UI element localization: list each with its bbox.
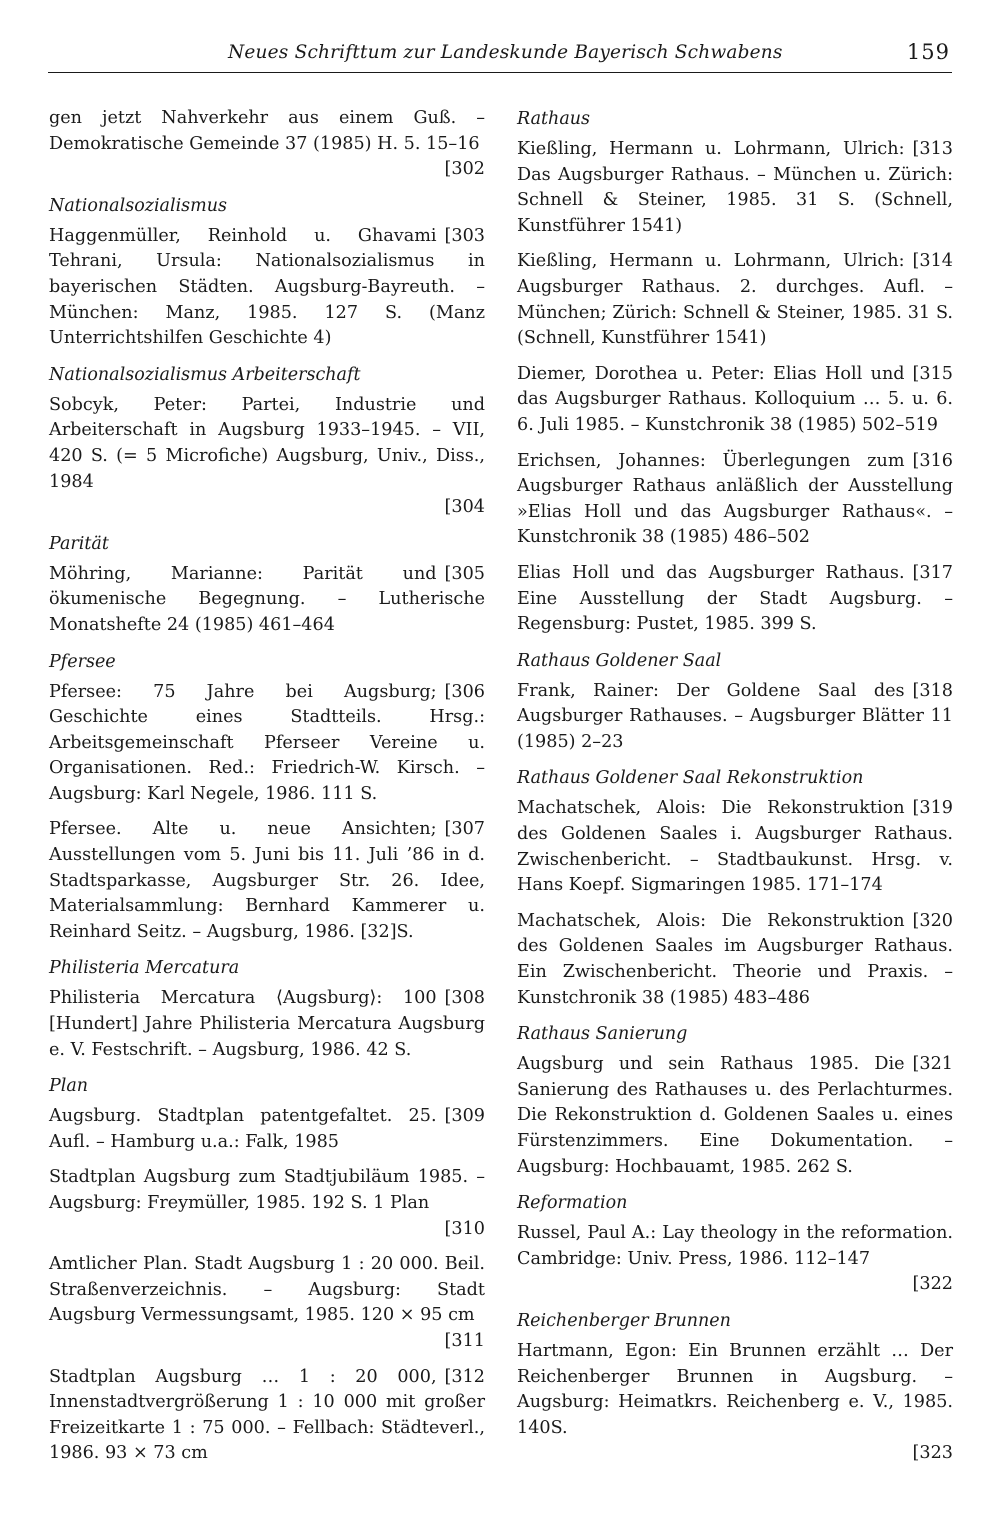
entry-text: Erichsen, Johannes: Überlegungen zum Augsburger Rathaus anläßlich der Ausstellung »Elias Holl und das Augsburger Rathaus«. – Kunstchronik 38 (1985) 486–502 <box>517 450 953 548</box>
entry-number: [303 <box>444 225 485 246</box>
section-heading: Plan <box>49 1076 89 1097</box>
entry-text: Machatschek, Alois: Die Rekonstruktion des Goldenen Saales im Augsburger Rathaus. Ein Zwischenbericht. Theorie und Praxis. – Kunstchronik 38 (1985) 483–486 <box>517 910 953 1008</box>
bibliography-entry <box>49 1104 485 1155</box>
right-column <box>517 106 953 1477</box>
page-number: 159 <box>906 40 950 64</box>
entry-number: [321 <box>912 1054 953 1075</box>
entry-number: [313 <box>912 139 953 159</box>
entry-number: [306 <box>444 681 485 702</box>
bibliography-entry <box>49 1365 485 1467</box>
section-heading: Rathaus Goldener Saal <box>517 650 722 671</box>
section-heading: Parität <box>49 533 109 554</box>
bibliography-entry <box>49 1252 485 1354</box>
entry-text: Haggenmüller, Reinhold u. Ghavami Tehrani, Ursula: Nationalsozialismus in bayerischen Städten. Augsburg-Bayreuth. – München: Manz, 1985. 127 S. (Manz Unterrichtshilfen Geschichte 4) <box>49 225 485 349</box>
entry-text: Augsburg und sein Rathaus 1985. Die Sanierung des Rathauses u. des Perlachturmes. Die Rekonstruktion d. Goldenen Saales u. eines Fürstenzimmers. Eine Dokumentation. – Augsburg: Hochbauamt, 1985. 262 S. <box>517 1054 953 1177</box>
entry-number: [319 <box>912 798 953 819</box>
bibliography-entry <box>517 796 953 898</box>
entry-number: [312 <box>444 1366 485 1387</box>
bibliography-entry <box>49 393 485 521</box>
entry-text: Diemer, Dorothea u. Peter: Elias Holl und das Augsburger Rathaus. Kolloquium … 5. u. 6. 6. Juli 1985. – Kunstchronik 38 (1985) 502–519 <box>517 363 953 435</box>
entry-text: Stadtplan Augsburg zum Stadtjubiläum 1985. – Augsburg: Freymüller, 1985. 192 S. 1 Plan <box>49 1167 485 1213</box>
running-header <box>48 38 952 73</box>
entry-number: [316 <box>912 450 953 471</box>
bibliography-entry <box>49 562 485 639</box>
bibliography-entry <box>49 1165 485 1242</box>
entry-text: Philisteria Mercatura ⟨Augsburg⟩: 100 [Hundert] Jahre Philisteria Mercatura Augsburg e. V. Festschrift. – Augsburg, 1986. 42 S. <box>49 988 485 1060</box>
bibliography-entry <box>517 1221 953 1298</box>
section-heading: Nationalsozialismus Arbeiterschaft <box>49 364 361 385</box>
entry-text: Machatschek, Alois: Die Rekonstruktion des Goldenen Saales i. Augsburger Rathaus. Zwischenbericht. – Stadtbaukunst. Hrsg. v. Hans Koepf. Sigmaringen 1985. 171–174 <box>517 798 953 896</box>
section-heading: Philisteria Mercatura <box>49 958 240 979</box>
entry-number: [307 <box>444 819 485 840</box>
section-heading: Rathaus Goldener Saal Rekonstruktion <box>517 768 864 789</box>
entry-text: Augsburg. Stadtplan patentgefaltet. 25. Aufl. – Hamburg u.a.: Falk, 1985 <box>49 1106 437 1152</box>
entry-number: [323 <box>912 1443 953 1464</box>
bibliography-entry <box>517 137 953 239</box>
entry-text: gen jetzt Nahverkehr aus einem Guß. – Demokratische Gemeinde 37 (1985) H. 5. 15–16 <box>49 108 485 154</box>
entry-text: Russel, Paul A.: Lay theology in the reformation. Cambridge: Univ. Press, 1986. 112–147 <box>517 1223 953 1269</box>
entry-number: [304 <box>444 497 485 518</box>
entry-text: Elias Holl und das Augsburger Rathaus. Eine Ausstellung der Stadt Augsburg. – Regensburg: Pustet, 1985. 399 S. <box>517 562 953 635</box>
section-heading: Reformation <box>517 1193 628 1214</box>
entry-text: Stadtplan Augsburg … 1 : 20 000, Innenstadtvergrößerung 1 : 10 000 mit großer Freizeitkarte 1 : 75 000. – Fellbach: Städteverl., 1986. 93 × 73 cm <box>49 1366 485 1464</box>
entry-text: Frank, Rainer: Der Goldene Saal des Augsburger Rathauses. – Augsburger Blätter 11 (1985) 2–23 <box>517 680 953 752</box>
entry-text: Sobcyk, Peter: Partei, Industrie und Arbeiterschaft in Augsburg 1933–1945. – VII, 420 S. (= 5 Microfiche) Augsburg, Univ., Diss., 1984 <box>49 394 485 492</box>
bibliography-entry <box>49 680 485 808</box>
section-heading: Reichenberger Brunnen <box>517 1310 731 1331</box>
bibliography-entry <box>517 1052 953 1180</box>
entry-text: Amtlicher Plan. Stadt Augsburg 1 : 20 000. Beil. Straßenverzeichnis. – Augsburg: Stadt Augsburg Vermessungsamt, 1985. 120 × 95 cm <box>49 1254 485 1326</box>
section-heading: Rathaus <box>517 109 590 129</box>
entry-number: [305 <box>444 563 485 584</box>
entry-text: Möhring, Marianne: Parität und ökumenische Begegnung. – Lutherische Monatshefte 24 (1985) 461–464 <box>49 563 485 635</box>
bibliography-entry <box>517 249 953 351</box>
entry-number: [315 <box>912 363 953 384</box>
bibliography-entry <box>517 449 953 551</box>
entry-text: Pfersee. Alte u. neue Ansichten; Ausstellungen vom 5. Juni bis 11. Juli ’86 in d. Stadtsparkasse, Augsburger Str. 26. Idee, Materialsammlung: Bernhard Kammerer u. Reinhard Seitz. – Augsburg, 1986. [32]S. <box>49 819 485 942</box>
entry-number: [317 <box>912 562 953 583</box>
entry-number: [311 <box>444 1330 485 1351</box>
entry-text: Hartmann, Egon: Ein Brunnen erzählt … Der Reichenberger Brunnen in Augsburg. – Augsburg: Heimatkrs. Reichenberg e. V., 1985. 140S. <box>517 1340 953 1438</box>
bibliography-entry <box>517 362 953 439</box>
bibliography-entry <box>517 561 953 638</box>
entry-text: Pfersee: 75 Jahre bei Augsburg; Geschichte eines Stadtteils. Hrsg.: Arbeitsgemeinschaft Pferseer Vereine u. Organisationen. Red.: Friedrich-W. Kirsch. – Augsburg: Karl Negele, 1986. 111 S. <box>49 681 485 804</box>
bibliography-entry <box>49 106 485 183</box>
entry-number: [314 <box>912 251 953 272</box>
bibliography-entry <box>517 679 953 756</box>
entry-text: Kießling, Hermann u. Lohrmann, Ulrich: Das Augsburger Rathaus. – München u. Zürich: Schnell & Steiner, 1985. 31 S. (Schnell, Kunstführer 1541) <box>517 139 953 236</box>
entry-number: [320 <box>912 910 953 931</box>
bibliography-entry <box>517 909 953 1011</box>
entry-text: Kießling, Hermann u. Lohrmann, Ulrich: Augsburger Rathaus. 2. durchges. Aufl. – München; Zürich: Schnell & Steiner, 1985. 31 S. (Schnell, Kunstführer 1541) <box>517 251 953 349</box>
entry-number: [322 <box>912 1274 953 1295</box>
entry-number: [318 <box>912 680 953 701</box>
bibliography-entry <box>517 1339 953 1467</box>
running-title: Neues Schrifttum zur Landeskunde Bayerisch Schwabens <box>228 42 783 63</box>
entry-number: [310 <box>444 1218 485 1239</box>
section-heading: Nationalsozialismus <box>49 195 227 216</box>
section-heading: Pfersee <box>49 651 116 672</box>
entry-number: [308 <box>444 988 485 1009</box>
bibliography-entry <box>49 817 485 945</box>
left-column <box>49 106 485 1477</box>
entry-number: [309 <box>444 1106 485 1127</box>
bibliography-entry <box>49 224 485 352</box>
bibliography-entry <box>49 986 485 1063</box>
section-heading: Rathaus Sanierung <box>517 1024 688 1045</box>
entry-number: [302 <box>444 159 485 180</box>
